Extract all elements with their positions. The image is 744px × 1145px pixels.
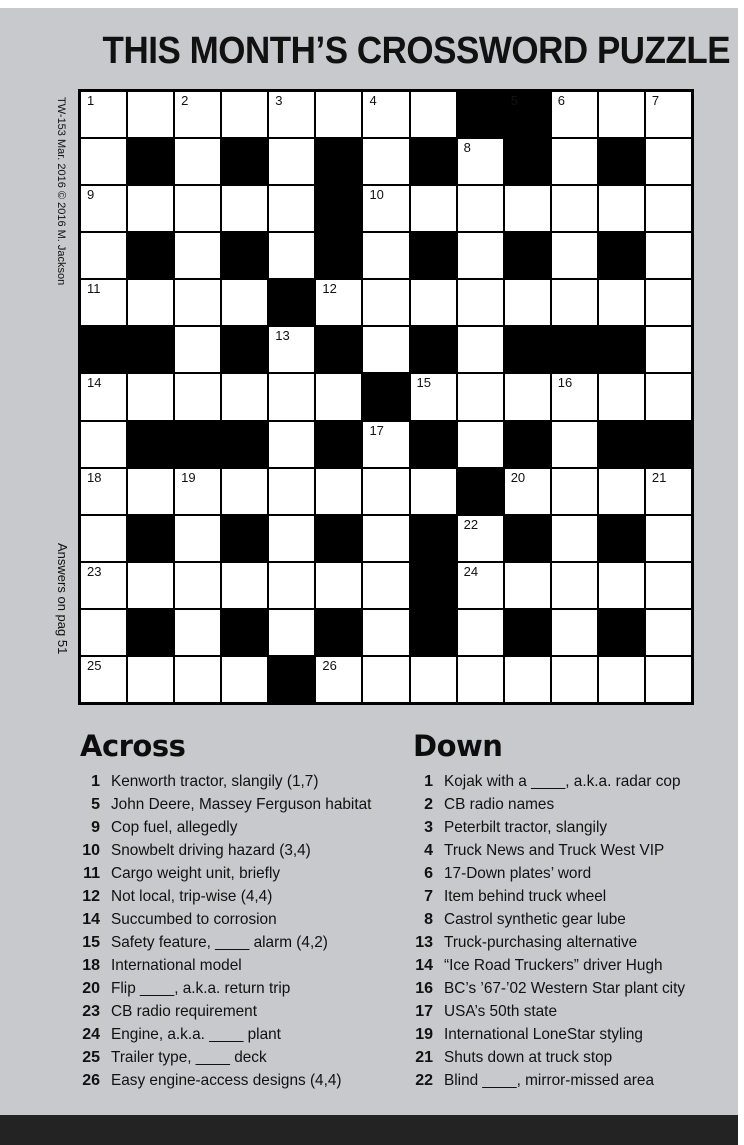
grid-cell-white[interactable] <box>410 373 457 420</box>
grid-cell-white[interactable] <box>551 468 598 515</box>
clue-number: 1 <box>424 773 433 790</box>
clue-text: USA’s 50th state <box>444 1003 557 1020</box>
clue-text: Cargo weight unit, briefly <box>111 865 281 882</box>
grid-cell-white[interactable] <box>457 562 504 609</box>
grid-cell-white[interactable] <box>457 421 504 468</box>
clue-number: 9 <box>91 819 100 836</box>
clue-number: 10 <box>82 842 100 859</box>
grid-cell-white[interactable] <box>174 468 221 515</box>
clue-text: Engine, a.k.a. ____ plant <box>111 1026 281 1043</box>
across-clue <box>78 818 398 841</box>
grid-cell-black <box>457 468 504 515</box>
clue-number: 7 <box>424 888 433 905</box>
clue-number: 21 <box>415 1049 433 1066</box>
clue-text: John Deere, Massey Ferguson habitat <box>111 796 372 813</box>
cell-number: 3 <box>275 93 283 108</box>
grid-cell-black <box>315 515 362 562</box>
grid-cell-black <box>268 279 315 326</box>
grid-cell-black <box>598 609 645 656</box>
grid-cell-white[interactable] <box>315 279 362 326</box>
clue-text: Snowbelt driving hazard (3,4) <box>111 842 311 859</box>
top-margin <box>0 0 744 8</box>
grid-cell-black <box>127 421 174 468</box>
grid-cell-black <box>410 562 457 609</box>
grid-cell-white[interactable] <box>504 562 551 609</box>
down-clue <box>411 1025 736 1048</box>
cell-number: 22 <box>463 516 479 532</box>
cell-number: 20 <box>510 469 526 485</box>
grid-cell-white[interactable] <box>551 279 598 326</box>
grid-cell-white[interactable] <box>268 562 315 609</box>
across-clue <box>78 910 398 933</box>
grid-cell-black <box>504 515 551 562</box>
cell-number: 10 <box>369 187 384 203</box>
grid-cell-white[interactable] <box>80 279 127 326</box>
grid-cell-white[interactable] <box>362 326 409 373</box>
clue-number: 25 <box>82 1049 100 1066</box>
grid-cell-white[interactable] <box>315 373 362 420</box>
cell-number: 17 <box>369 422 384 438</box>
cell-number: 4 <box>369 93 377 108</box>
grid-cell-white[interactable] <box>174 185 221 232</box>
cell-number: 15 <box>416 375 431 391</box>
grid-cell-white[interactable] <box>598 468 645 515</box>
grid-cell-white[interactable] <box>645 91 692 138</box>
clue-number: 18 <box>82 957 100 974</box>
grid-cell-black <box>315 138 362 185</box>
cell-number: 16 <box>557 375 573 391</box>
down-clue <box>411 795 736 818</box>
grid-cell-white[interactable] <box>268 326 315 373</box>
grid-cell-white[interactable] <box>504 656 551 703</box>
grid-cell-white[interactable] <box>598 656 645 703</box>
clue-number: 16 <box>415 980 433 997</box>
grid-cell-white[interactable] <box>174 373 221 420</box>
grid-cell-black <box>457 91 504 138</box>
clue-number: 19 <box>415 1026 433 1043</box>
grid-cell-white[interactable] <box>80 138 127 185</box>
cell-number: 26 <box>322 657 337 673</box>
grid-cell-black <box>221 515 268 562</box>
clue-text: Blind ____, mirror-missed area <box>444 1072 654 1089</box>
grid-cell-white[interactable] <box>551 138 598 185</box>
grid-cell-white[interactable] <box>457 609 504 656</box>
clue-text: Not local, trip-wise (4,4) <box>111 888 273 905</box>
grid-cell-white[interactable] <box>645 515 692 562</box>
grid-cell-white[interactable] <box>268 468 315 515</box>
grid-cell-white[interactable] <box>362 279 409 326</box>
grid-cell-white[interactable] <box>457 138 504 185</box>
clue-number: 3 <box>424 819 433 836</box>
clue-text: Easy engine-access designs (4,4) <box>111 1072 342 1089</box>
down-clue <box>411 1002 736 1025</box>
grid-cell-white[interactable] <box>80 421 127 468</box>
clue-number: 12 <box>82 888 100 905</box>
cell-number: 24 <box>463 563 479 579</box>
grid-cell-white[interactable] <box>457 373 504 420</box>
grid-cell-white[interactable] <box>268 185 315 232</box>
down-clue <box>411 864 736 887</box>
page-title: THIS MONTH’S CROSSWORD PUZZLE <box>102 30 731 72</box>
grid-cell-white[interactable] <box>268 421 315 468</box>
clue-number: 1 <box>91 773 100 790</box>
grid-cell-white[interactable] <box>315 562 362 609</box>
grid-cell-white[interactable] <box>268 373 315 420</box>
across-clue <box>78 887 398 910</box>
grid-cell-white[interactable] <box>410 185 457 232</box>
across-clue-list <box>78 772 398 1094</box>
grid-cell-white[interactable] <box>362 609 409 656</box>
across-clue <box>78 1025 398 1048</box>
grid-cell-white[interactable] <box>645 609 692 656</box>
grid-cell-black <box>598 232 645 279</box>
grid-cell-white[interactable] <box>362 185 409 232</box>
grid-cell-white[interactable] <box>221 279 268 326</box>
grid-cell-white[interactable] <box>551 421 598 468</box>
down-clue <box>411 979 736 1002</box>
grid-cell-white[interactable] <box>504 468 551 515</box>
cell-number: 9 <box>87 187 95 203</box>
across-clue <box>78 772 398 795</box>
grid-cell-white[interactable] <box>457 326 504 373</box>
grid-cell-white[interactable] <box>268 91 315 138</box>
grid-cell-white[interactable] <box>410 91 457 138</box>
cell-number: 23 <box>87 563 102 579</box>
grid-cell-black <box>127 609 174 656</box>
clue-number: 23 <box>82 1003 100 1020</box>
grid-cell-black <box>410 515 457 562</box>
grid-cell-white[interactable] <box>174 279 221 326</box>
grid-cell-white[interactable] <box>174 138 221 185</box>
down-clue-list <box>411 772 736 1094</box>
grid-cell-black <box>315 421 362 468</box>
cell-number: 13 <box>275 328 290 344</box>
grid-cell-white[interactable] <box>221 91 268 138</box>
cell-number: 11 <box>87 281 101 297</box>
grid-cell-white[interactable] <box>127 656 174 703</box>
clue-text: “Ice Road Truckers” driver Hugh <box>444 957 663 974</box>
across-clue <box>78 1002 398 1025</box>
cell-number: 8 <box>463 140 471 156</box>
grid-cell-white[interactable] <box>551 515 598 562</box>
cell-number: 19 <box>181 469 196 485</box>
grid-cell-black <box>221 232 268 279</box>
grid-cell-white[interactable] <box>457 515 504 562</box>
grid-cell-white[interactable] <box>645 138 692 185</box>
grid-cell-white[interactable] <box>80 562 127 609</box>
grid-cell-black <box>598 515 645 562</box>
grid-cell-white[interactable] <box>174 91 221 138</box>
grid-cell-white[interactable] <box>80 515 127 562</box>
clue-text: Truck News and Truck West VIP <box>444 842 665 859</box>
grid-cell-white[interactable] <box>80 232 127 279</box>
clue-text: Kenworth tractor, slangily (1,7) <box>111 773 319 790</box>
grid-cell-white[interactable] <box>645 468 692 515</box>
down-clue <box>411 956 736 979</box>
clue-number: 14 <box>415 957 433 974</box>
grid-cell-white[interactable] <box>645 232 692 279</box>
grid-cell-black <box>504 326 551 373</box>
clue-text: CB radio requirement <box>111 1003 257 1020</box>
clue-text: Trailer type, ____ deck <box>111 1049 267 1066</box>
clue-text: Cop fuel, allegedly <box>111 819 238 836</box>
across-clue <box>78 933 398 956</box>
grid-cell-white[interactable] <box>268 515 315 562</box>
crossword-grid <box>78 89 694 705</box>
grid-cell-white[interactable] <box>551 609 598 656</box>
grid-cell-black <box>598 326 645 373</box>
grid-cell-white[interactable] <box>551 232 598 279</box>
grid-cell-black <box>221 609 268 656</box>
grid-cell-white[interactable] <box>127 279 174 326</box>
grid-cell-black <box>410 138 457 185</box>
grid-cell-black <box>127 232 174 279</box>
clue-text: Succumbed to corrosion <box>111 911 277 928</box>
across-clue <box>78 979 398 1002</box>
clue-number: 8 <box>424 911 433 928</box>
grid-cell-white[interactable] <box>645 656 692 703</box>
grid-cell-black <box>551 326 598 373</box>
grid-cell-black <box>221 421 268 468</box>
grid-cell-white[interactable] <box>551 91 598 138</box>
clue-number: 6 <box>424 865 433 882</box>
clue-number: 22 <box>415 1072 433 1089</box>
grid-cell-black <box>174 421 221 468</box>
grid-cell-white[interactable] <box>221 468 268 515</box>
grid-cell-white[interactable] <box>127 373 174 420</box>
grid-cell-white[interactable] <box>80 609 127 656</box>
grid-cell-white[interactable] <box>127 562 174 609</box>
grid-cell-white[interactable] <box>174 562 221 609</box>
across-clue <box>78 956 398 979</box>
cell-number: 2 <box>181 93 189 108</box>
grid-cell-white[interactable] <box>362 656 409 703</box>
grid-cell-white[interactable] <box>80 91 127 138</box>
clue-text: CB radio names <box>444 796 555 813</box>
grid-cell-white[interactable] <box>551 373 598 420</box>
grid-cell-white[interactable] <box>268 609 315 656</box>
grid-cell-white[interactable] <box>362 421 409 468</box>
cell-number: 5 <box>510 93 518 108</box>
footer-bar <box>0 1115 738 1145</box>
grid-cell-white[interactable] <box>598 562 645 609</box>
down-clue <box>411 910 736 933</box>
grid-cell-white[interactable] <box>410 656 457 703</box>
grid-cell-white[interactable] <box>551 656 598 703</box>
grid-cell-white[interactable] <box>315 468 362 515</box>
down-clue <box>411 772 736 795</box>
clue-number: 14 <box>82 911 100 928</box>
grid-cell-white[interactable] <box>174 609 221 656</box>
clue-text: Shuts down at truck stop <box>444 1049 613 1066</box>
grid-cell-white[interactable] <box>410 468 457 515</box>
grid-cell-black <box>268 656 315 703</box>
grid-cell-white[interactable] <box>598 373 645 420</box>
grid-cell-black <box>315 232 362 279</box>
grid-cell-black <box>315 185 362 232</box>
clue-number: 26 <box>82 1072 100 1089</box>
grid-cell-white[interactable] <box>457 656 504 703</box>
grid-cell-black <box>127 138 174 185</box>
grid-cell-white[interactable] <box>645 279 692 326</box>
grid-cell-black <box>315 326 362 373</box>
grid-cell-white[interactable] <box>598 91 645 138</box>
grid-cell-black <box>504 609 551 656</box>
grid-cell-black <box>598 138 645 185</box>
grid-cell-black <box>504 91 551 138</box>
grid-cell-white[interactable] <box>174 515 221 562</box>
cell-number: 18 <box>87 469 102 485</box>
grid-cell-white[interactable] <box>362 515 409 562</box>
clue-number: 4 <box>424 842 433 859</box>
clue-number: 15 <box>82 934 100 951</box>
grid-cell-white[interactable] <box>645 326 692 373</box>
right-margin <box>738 0 744 1145</box>
grid-cell-white[interactable] <box>457 279 504 326</box>
grid-cell-white[interactable] <box>221 373 268 420</box>
grid-cell-black <box>127 326 174 373</box>
down-clue <box>411 933 736 956</box>
grid-cell-white[interactable] <box>174 326 221 373</box>
clue-text: 17-Down plates’ word <box>444 865 592 882</box>
grid-cell-white[interactable] <box>268 232 315 279</box>
grid-cell-white[interactable] <box>221 185 268 232</box>
grid-cell-white[interactable] <box>410 279 457 326</box>
grid-cell-black <box>221 326 268 373</box>
across-clue <box>78 1071 398 1094</box>
grid-cell-black <box>362 373 409 420</box>
clue-number: 17 <box>415 1003 433 1020</box>
grid-cell-white[interactable] <box>362 232 409 279</box>
grid-cell-white[interactable] <box>645 373 692 420</box>
grid-cell-white[interactable] <box>174 656 221 703</box>
grid-cell-white[interactable] <box>174 232 221 279</box>
grid-cell-black <box>645 421 692 468</box>
grid-cell-white[interactable] <box>268 138 315 185</box>
grid-cell-black <box>410 232 457 279</box>
clue-text: Item behind truck wheel <box>444 888 607 905</box>
down-clue <box>411 818 736 841</box>
clue-number: 2 <box>424 796 433 813</box>
grid-cell-black <box>598 421 645 468</box>
cell-number: 21 <box>651 469 667 485</box>
cell-number: 14 <box>87 375 102 391</box>
across-clue <box>78 841 398 864</box>
across-heading: Across <box>80 729 186 763</box>
clue-text: Truck-purchasing alternative <box>444 934 638 951</box>
down-clue <box>411 841 736 864</box>
clue-text: BC’s ’67-’02 Western Star plant city <box>444 980 686 997</box>
grid-cell-black <box>410 421 457 468</box>
across-clue <box>78 1048 398 1071</box>
grid-cell-white[interactable] <box>127 185 174 232</box>
clue-text: Castrol synthetic gear lube <box>444 911 626 928</box>
grid-cell-white[interactable] <box>127 91 174 138</box>
grid-cell-black <box>504 421 551 468</box>
grid-cell-white[interactable] <box>362 468 409 515</box>
clue-text: Flip ____, a.k.a. return trip <box>111 980 291 997</box>
across-clue <box>78 864 398 887</box>
grid-cell-white[interactable] <box>598 185 645 232</box>
grid-cell-white[interactable] <box>80 468 127 515</box>
clue-number: 24 <box>82 1026 100 1043</box>
grid-cell-white[interactable] <box>315 91 362 138</box>
answers-note: Answers on pag 51 <box>55 543 70 655</box>
clue-text: International model <box>111 957 242 974</box>
grid-cell-white[interactable] <box>645 562 692 609</box>
grid-cell-white[interactable] <box>80 656 127 703</box>
grid-cell-black <box>504 138 551 185</box>
clue-number: 5 <box>91 796 100 813</box>
down-clue <box>411 1048 736 1071</box>
cell-number: 12 <box>322 281 337 297</box>
grid-cell-black <box>504 232 551 279</box>
clue-text: Peterbilt tractor, slangily <box>444 819 608 836</box>
grid-cell-white[interactable] <box>362 138 409 185</box>
grid-cell-black <box>410 326 457 373</box>
grid-cell-white[interactable] <box>80 373 127 420</box>
grid-cell-white[interactable] <box>551 562 598 609</box>
grid-cell-white[interactable] <box>221 656 268 703</box>
grid-cell-white[interactable] <box>457 185 504 232</box>
grid-cell-black <box>315 609 362 656</box>
grid-cell-white[interactable] <box>127 468 174 515</box>
grid-cell-black <box>127 515 174 562</box>
grid-cell-white[interactable] <box>80 185 127 232</box>
grid-cell-white[interactable] <box>315 656 362 703</box>
grid-cell-black <box>410 609 457 656</box>
down-heading: Down <box>413 729 503 763</box>
cell-number: 1 <box>87 93 95 108</box>
across-clue <box>78 795 398 818</box>
clue-text: Safety feature, ____ alarm (4,2) <box>111 934 328 951</box>
grid-cell-black <box>221 138 268 185</box>
grid-cell-white[interactable] <box>504 373 551 420</box>
cell-number: 6 <box>557 93 565 108</box>
grid-cell-white[interactable] <box>362 562 409 609</box>
cell-number: 25 <box>87 657 102 673</box>
grid-cell-white[interactable] <box>598 279 645 326</box>
clue-number: 13 <box>415 934 433 951</box>
grid-cell-white[interactable] <box>362 91 409 138</box>
grid-cell-white[interactable] <box>551 185 598 232</box>
cell-number: 7 <box>651 93 660 108</box>
down-clue <box>411 887 736 910</box>
grid-cell-white[interactable] <box>504 185 551 232</box>
down-clue <box>411 1071 736 1094</box>
grid-cell-white[interactable] <box>221 562 268 609</box>
grid-cell-white[interactable] <box>457 232 504 279</box>
grid-cell-black <box>80 326 127 373</box>
copyright-credit: TW-153 Mar. 2016 © 2016 M. Jackson <box>55 97 67 286</box>
clue-number: 11 <box>83 865 100 882</box>
clue-text: Kojak with a ____, a.k.a. radar cop <box>444 773 681 790</box>
grid-cell-white[interactable] <box>645 185 692 232</box>
clue-number: 20 <box>82 980 100 997</box>
clue-text: International LoneStar styling <box>444 1026 643 1043</box>
grid-cell-white[interactable] <box>504 279 551 326</box>
